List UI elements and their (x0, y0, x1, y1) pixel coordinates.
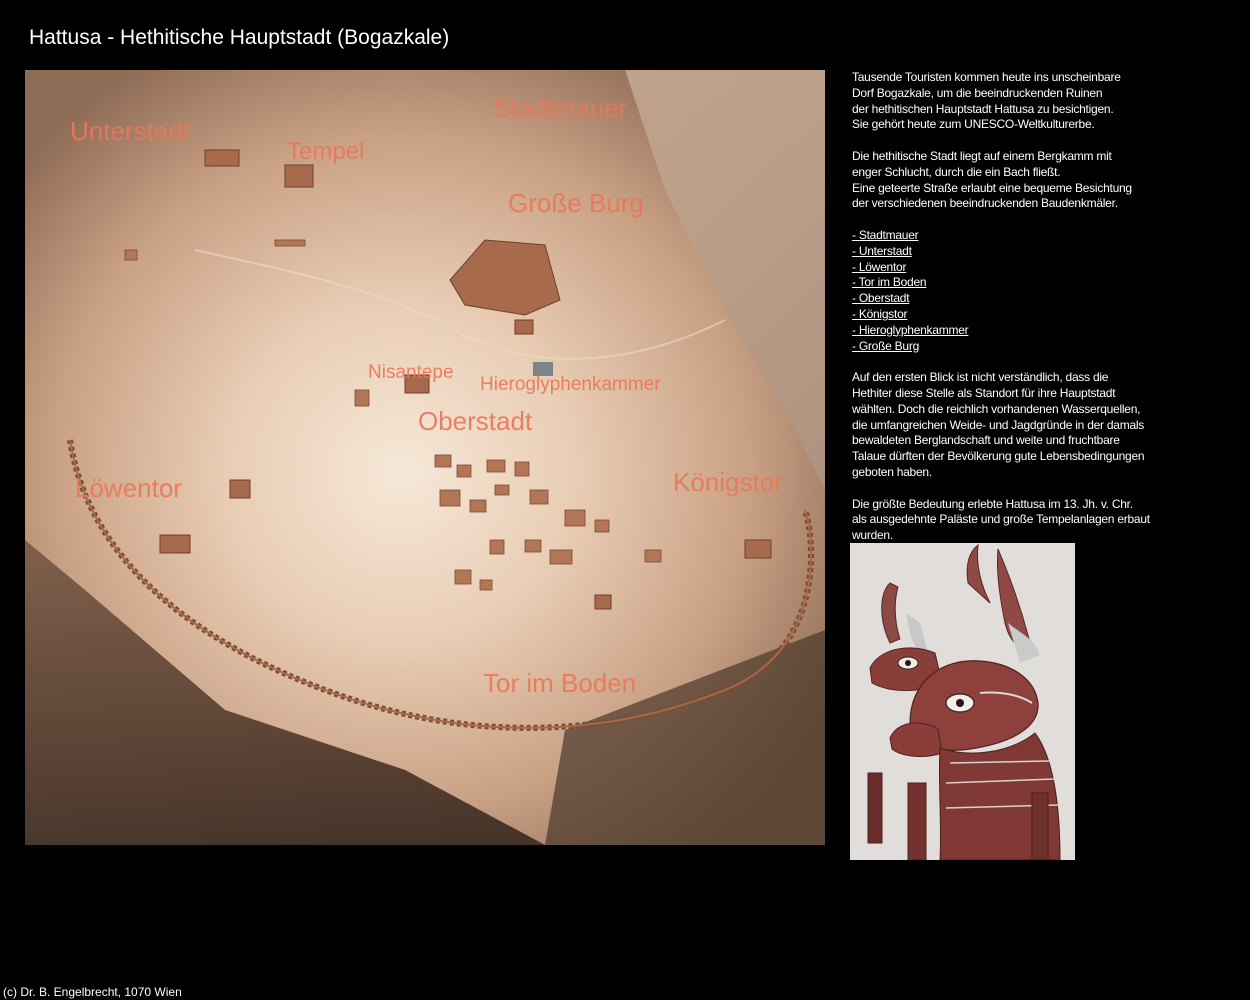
paragraph-gap (852, 133, 1182, 149)
reasons-line: Talaue dürften der Bevölkerung gute Lebensbedingungen (852, 449, 1145, 464)
significance-line: Die größte Bedeutung erlebte Hattusa im 13. Jh. v. Chr. (852, 496, 1133, 511)
reasons-line: bewaldeten Berglandschaft und weite und fruchtbare (852, 433, 1120, 448)
description-column (852, 70, 1182, 544)
link-tor-im-boden[interactable]: - Tor im Boden (852, 275, 927, 290)
copyright-footer: (c) Dr. B. Engelbrecht, 1070 Wien (3, 985, 182, 999)
link-koenigstor[interactable]: - Königstor (852, 306, 908, 321)
link-oberstadt[interactable]: - Oberstadt (852, 291, 910, 306)
sights-link-list (852, 228, 1182, 354)
link-loewentor[interactable]: - Löwentor (852, 259, 907, 274)
reasons-line: Hethiter diese Stelle als Standort für ihre Hauptstadt (852, 385, 1116, 400)
intro-line: Dorf Bogazkale, um die beeindruckenden Ruinen (852, 85, 1103, 100)
significance-line: als ausgedehnte Paläste und große Tempelanlagen erbaut (852, 512, 1150, 527)
location-line: enger Schlucht, durch die ein Bach fließt. (852, 164, 1061, 179)
paragraph-gap (852, 481, 1182, 497)
location-line: der verschiedenen beeindruckenden Baudenkmäler. (852, 196, 1118, 211)
reasons-line: geboten haben. (852, 464, 932, 479)
hattusa-model-photo (25, 70, 825, 845)
map-label-oberstadt: Oberstadt (418, 406, 533, 436)
location-line: Eine geteerte Straße erlaubt eine bequeme Besichtung (852, 180, 1132, 195)
significance-line: wurden. (852, 528, 893, 543)
paragraph-gap (852, 354, 1182, 370)
page-title: Hattusa - Hethitische Hauptstadt (Bogazkale) (29, 26, 450, 49)
map-label-loewentor: Löwentor (75, 473, 182, 503)
link-stadtmauer[interactable]: - Stadtmauer (852, 227, 919, 242)
bull-vessel-photo (850, 543, 1075, 860)
map-label-stadtmauer: Stadtmauer (493, 93, 628, 123)
link-unterstadt[interactable]: - Unterstadt (852, 243, 912, 258)
map-label-tempel: Tempel (287, 138, 365, 165)
map-label-koenigstor: Königstor (673, 467, 783, 497)
map-label-unterstadt: Unterstadt (70, 116, 190, 146)
reasons-line: Auf den ersten Blick ist nicht verständlich, dass die (852, 370, 1109, 385)
map-label-hieroglyphenkammer: Hieroglyphenkammer (480, 374, 661, 395)
intro-line: Tausende Touristen kommen heute ins unscheinbare (852, 70, 1121, 84)
paragraph-gap (852, 212, 1182, 228)
map-label-nisantepe: Nisantepe (368, 362, 454, 383)
link-grosse-burg[interactable]: - Große Burg (852, 338, 920, 353)
intro-line: der hethitischen Hauptstadt Hattusa zu besichtigen. (852, 101, 1114, 116)
link-hieroglyphenkammer[interactable]: - Hieroglyphenkammer (852, 322, 969, 337)
location-line: Die hethitische Stadt liegt auf einem Bergkamm mit (852, 148, 1112, 163)
intro-line: Sie gehört heute zum UNESCO-Weltkulturerbe. (852, 117, 1095, 132)
map-label-tor-im-boden: Tor im Boden (483, 668, 637, 698)
map-label-grosse-burg: Große Burg (508, 188, 644, 218)
reasons-line: die umfangreichen Weide- und Jagdgründe in der damals (852, 417, 1145, 432)
reasons-line: wählten. Doch die reichlich vorhandenen Wasserquellen, (852, 401, 1141, 416)
